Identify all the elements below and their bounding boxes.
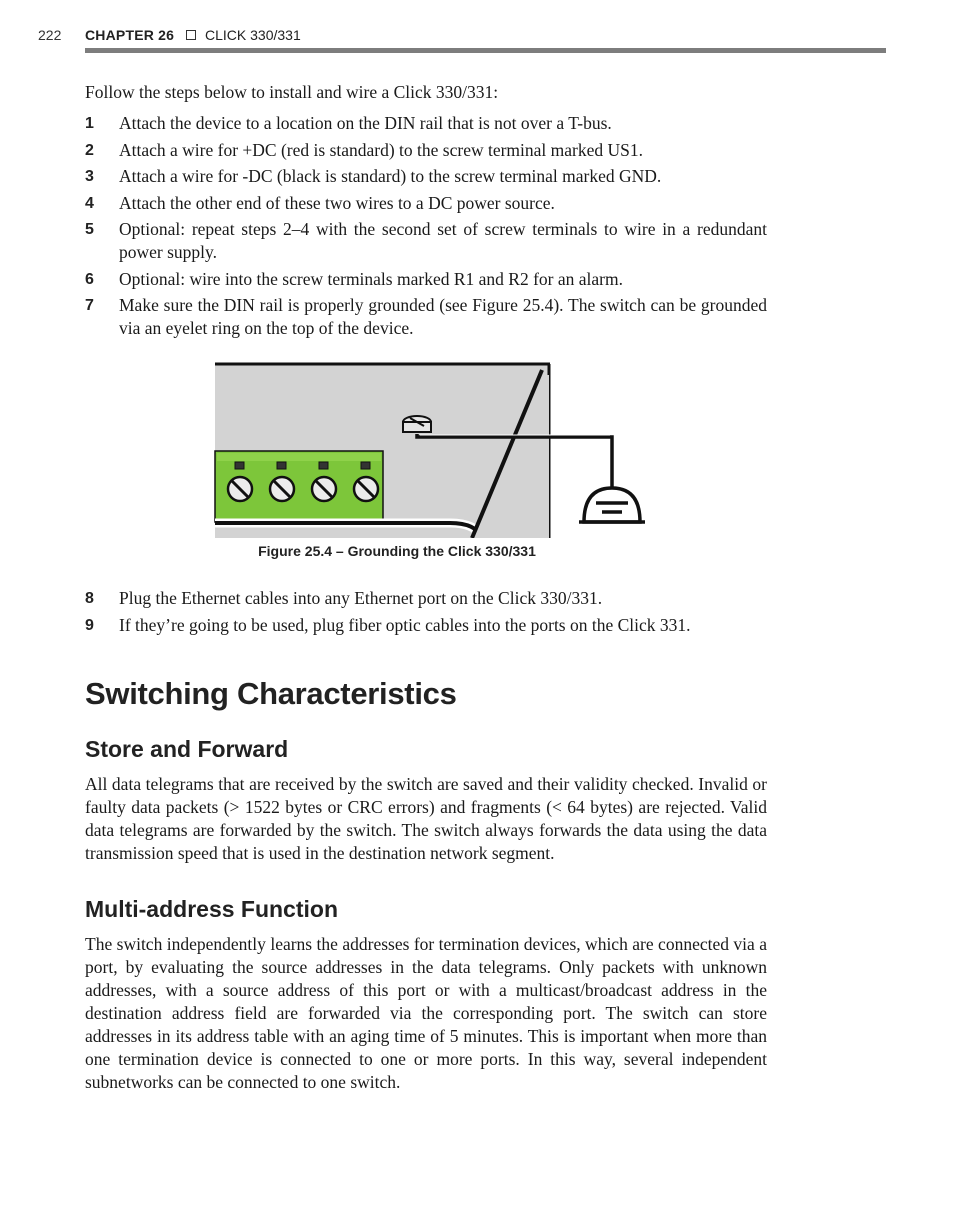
store-forward-body: All data telegrams that are received by the switch are saved and their validity checked. Invalid or faulty data packets (> 1522 bytes or CRC errors) and fragments (< 64 bytes) are rejected. Valid data telegrams are forwarded by the switch. The switch always forwards the data using the data transmission speed that is used in the destination network segment. [85, 774, 767, 863]
page-number: 222 [38, 27, 62, 43]
step-number: 7 [85, 297, 94, 314]
header-rule [85, 48, 886, 53]
intro-text: Follow the steps below to install and wire a Click 330/331: [85, 82, 499, 102]
step-number: 2 [85, 141, 94, 159]
list-item [85, 192, 767, 215]
step-text: Attach a wire for +DC (red is standard) to the screw terminal marked US1. [119, 139, 644, 160]
list-item [85, 587, 767, 610]
step-text: If they’re going to be used, plug fiber optic cables into the ports on the Click 331. [119, 614, 691, 635]
chapter-label: CHAPTER 26 [85, 27, 175, 43]
grounding-diagram [214, 360, 651, 538]
list-item [85, 614, 767, 637]
grounding-figure [214, 360, 651, 538]
step-number: 3 [85, 168, 94, 185]
list-item [85, 268, 767, 291]
step-number: 5 [85, 221, 94, 238]
list-item [85, 218, 767, 264]
step-text: Attach the other end of these two wires to a DC power source. [119, 192, 555, 213]
steps-list-2 [85, 587, 767, 640]
subsection-title-multi-address: Multi-address Function [85, 896, 338, 922]
step-text: Optional: repeat steps 2–4 with the second set of screw terminals to wire in a redundant power supply. [119, 219, 767, 262]
steps-list-1 [85, 112, 767, 344]
step-text: Attach a wire for -DC (black is standard) to the screw terminal marked GND. [119, 166, 662, 186]
list-item [85, 294, 767, 340]
subsection-title-store-forward: Store and Forward [85, 736, 289, 762]
multi-address-body: The switch independently learns the addresses for termination devices, which are connected via a port, by evaluating the source addresses in the data telegrams. Only packets with unknown addresses, with a source address of this port or with a multicast/broadcast address in the destination address field are forwarded via the corresponding port. The switch can store addresses in its address table with an aging time of 5 minutes. This is important when more than one termination device is connected to one or more ports. In this way, several independent subnetworks can be connected to one switch. [85, 934, 767, 1092]
step-number: 8 [85, 590, 94, 607]
step-text: Optional: wire into the screw terminals marked R1 and R2 for an alarm. [119, 268, 623, 289]
step-text: Make sure the DIN rail is properly grounded (see Figure 25.4). The switch can be grounded via an eyelet ring on the top of the device. [119, 295, 767, 338]
step-number: 1 [85, 115, 94, 132]
figure-caption: Figure 25.4 – Grounding the Click 330/331 [258, 543, 536, 559]
section-title: Switching Characteristics [85, 676, 457, 711]
step-text: Plug the Ethernet cables into any Ethernet port on the Click 330/331. [119, 588, 603, 608]
eyelet-screw-icon [403, 416, 431, 432]
step-number: 6 [85, 270, 94, 288]
list-item [85, 165, 767, 188]
separator-box-icon [186, 30, 196, 40]
page-header [0, 24, 954, 54]
step-text: Attach the device to a location on the DIN rail that is not over a T-bus. [119, 113, 612, 133]
step-number: 9 [85, 616, 94, 634]
chapter-title: CLICK 330/331 [205, 27, 301, 43]
step-number: 4 [85, 194, 94, 212]
list-item [85, 139, 767, 162]
list-item [85, 112, 767, 135]
